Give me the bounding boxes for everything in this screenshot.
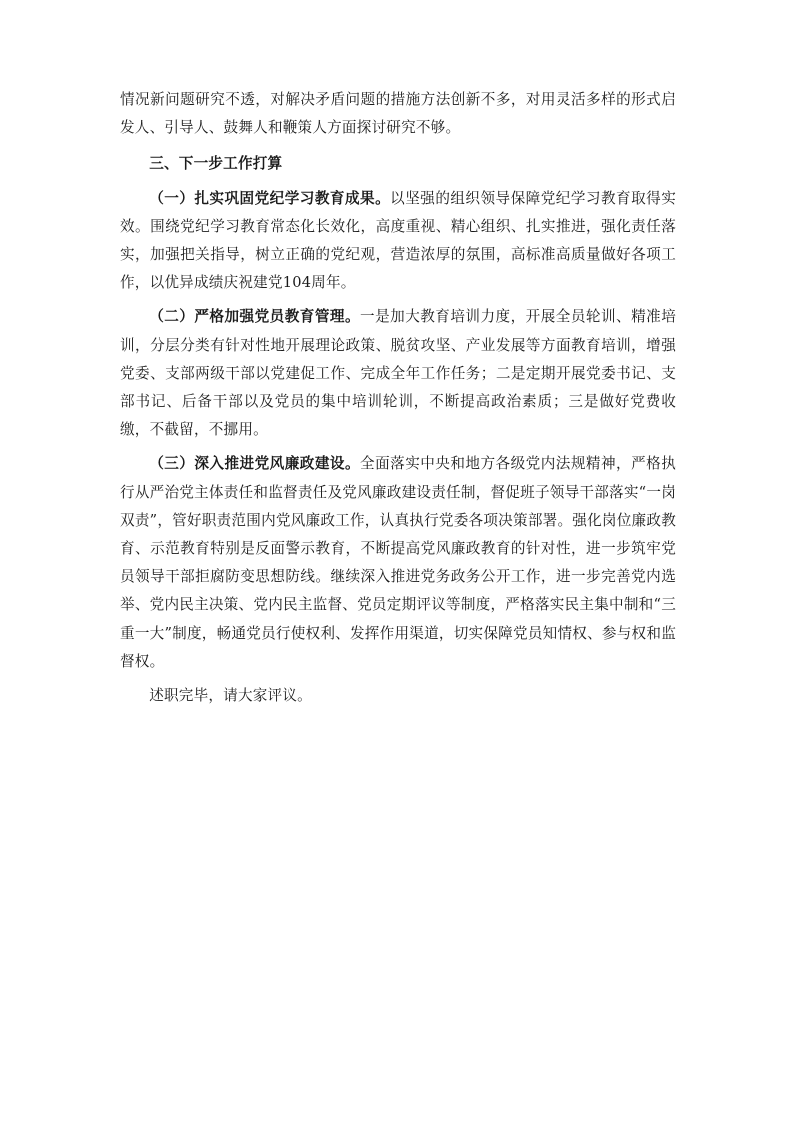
work-item-3 <box>120 450 676 676</box>
work-item-1 <box>120 185 676 298</box>
document-page <box>120 86 676 710</box>
intro-paragraph: 情况新问题研究不透，对解决矛盾问题的措施方法创新不多，对用灵活多样的形式启发人、引导人、鼓舞人和鞭策人方面探讨研究不够。 <box>120 91 676 137</box>
work-item-1-body: 以坚强的组织领导保障党纪学习教育取得实效。围绕党纪学习教育常态化长效化，高度重视、精心组织、扎实推进，强化责任落实，加强把关指导，树立正确的党纪观，营造浓厚的氛围，高标准高质量做好各项工作，以优异成绩庆祝建党104周年。 <box>120 189 676 292</box>
work-item-3-lead: （三）深入推进党风廉政建设。 <box>149 455 361 473</box>
section-heading: 三、下一步工作打算 <box>149 155 283 173</box>
closing-statement: 述职完毕，请大家评议。 <box>149 687 312 705</box>
work-item-1-lead: （一）扎实巩固党纪学习教育成果。 <box>149 189 391 207</box>
work-item-3-body: 全面落实中央和地方各级党内法规精神，严格执行从严治党主体责任和监督责任及党风廉政建设责任制，督促班子领导干部落实“一岗双责”，管好职责范围内党风廉政工作，认真执行党委各项决策部署。强化岗位廉政教育、示范教育特别是反面警示教育，不断提高党风廉政教育的针对性，进一步筑牢党员领导干部拒腐防变思想防线。继续深入推进党务政务公开工作，进一步完善党内选举、党内民主决策、党内民主监督、党员定期评议等制度，严格落实民主集中制和“三重一大”制度，畅通党员行使权利、发挥作用渠道，切实保障党员知情权、参与权和监督权。 <box>120 455 676 670</box>
work-item-2-lead: （二）严格加强党员教育管理。 <box>149 308 361 326</box>
work-item-2 <box>120 303 676 444</box>
work-item-2-body: 一是加大教育培训力度，开展全员轮训、精准培训，分层分类有针对性地开展理论政策、脱贫攻坚、产业发展等方面教育培训，增强党委、支部两级干部以党建促工作、完成全年工作任务；二是定期开展党委书记、支部书记、后备干部以及党员的集中培训轮训，不断提高政治素质；三是做好党费收缴，不截留，不挪用。 <box>120 308 676 439</box>
